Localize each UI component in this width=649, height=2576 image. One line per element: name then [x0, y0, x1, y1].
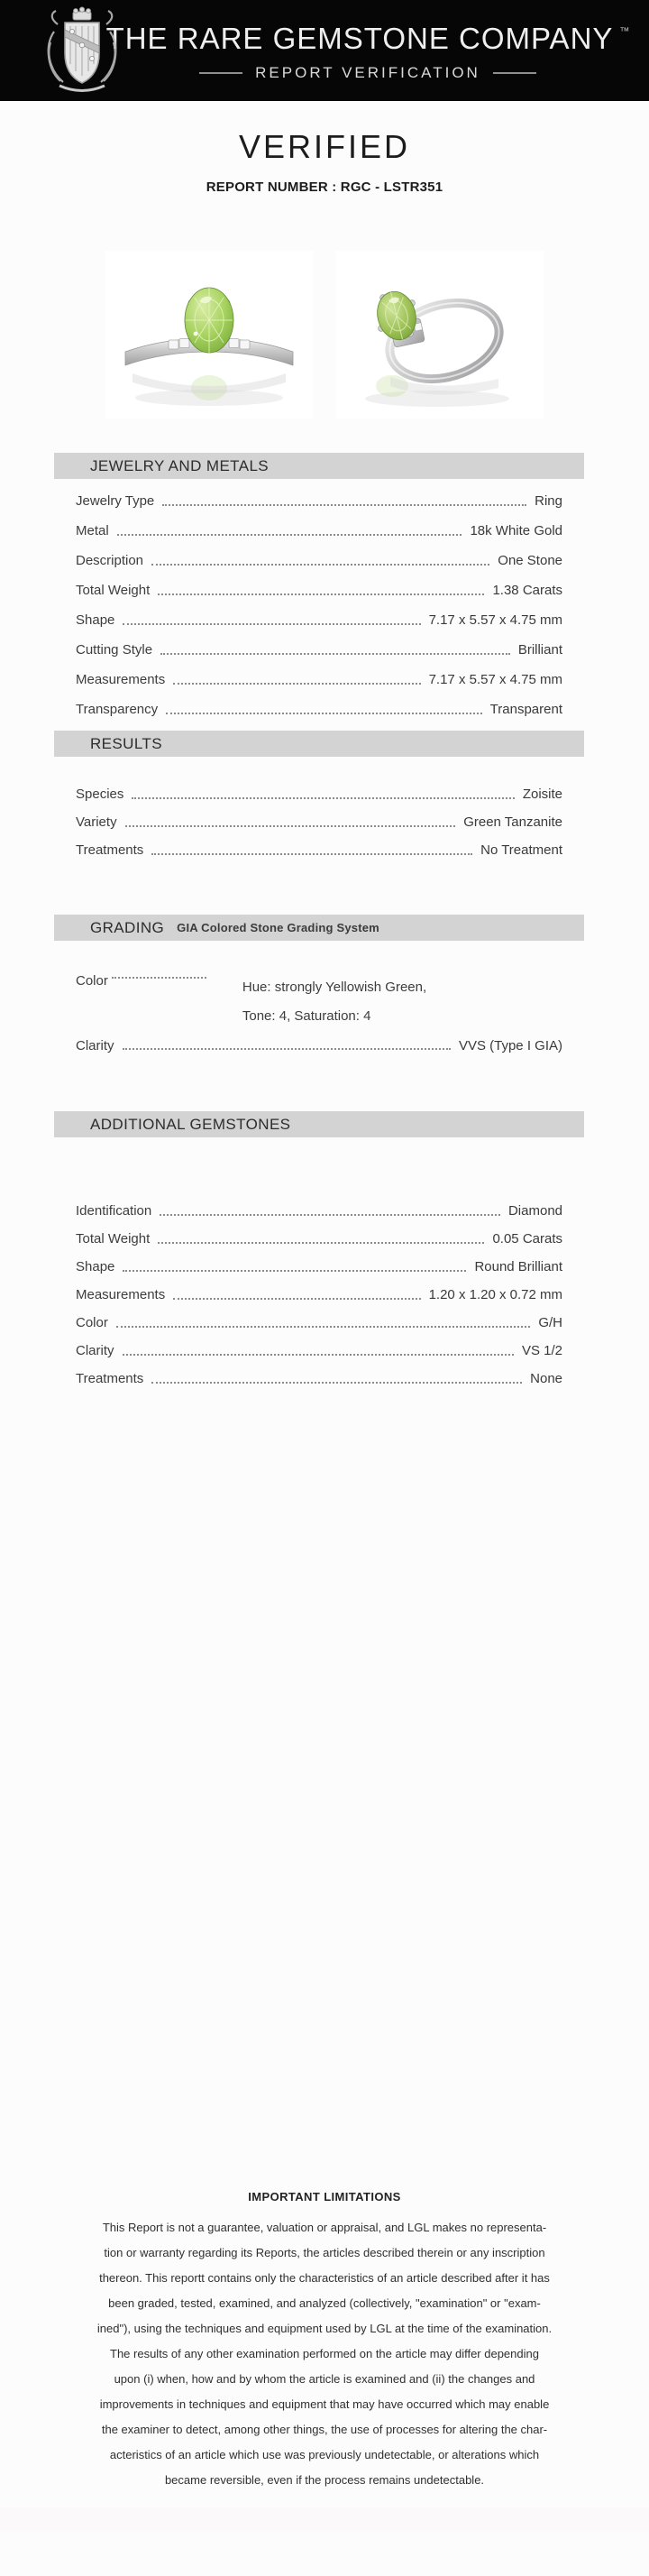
spec-value: G/H [538, 1315, 562, 1330]
spec-row [76, 1197, 562, 1225]
limitations-line: the examiner to detect, among other things, the use of processes for altering the char- [101, 2423, 548, 2436]
report-number: REPORT NUMBER : RGC - LSTR351 [206, 179, 443, 195]
spec-value: 1.20 x 1.20 x 0.72 mm [428, 1287, 562, 1302]
color-tone-line: Tone: 4, Saturation: 4 [242, 1008, 371, 1024]
spec-label: Species [76, 787, 124, 802]
dotted-leader [116, 1326, 530, 1328]
spec-value: Brilliant [517, 642, 562, 658]
company-crest-logo-icon [41, 6, 123, 97]
dotted-leader [123, 1354, 514, 1356]
spec-row [76, 546, 562, 575]
section-title: GRADING [90, 918, 165, 936]
spec-value: 7.17 x 5.57 x 4.75 mm [428, 612, 562, 628]
limitations-line: became reversible, even if the process remains undetectable. [164, 2473, 485, 2487]
spec-value: 7.17 x 5.57 x 4.75 mm [428, 672, 562, 687]
spec-label: Clarity [76, 1343, 114, 1358]
section-header-bar [54, 453, 584, 479]
dotted-leader [151, 853, 472, 855]
spec-label: Cutting Style [76, 642, 153, 658]
ring-side-view-photo [336, 251, 544, 419]
spec-label: Total Weight [76, 583, 151, 598]
spec-label: Metal [76, 523, 109, 538]
ring-front-view-photo [105, 251, 313, 419]
color-grade-row [76, 973, 562, 1031]
spec-row [76, 665, 562, 695]
left-dash-rule [199, 72, 242, 74]
spec-value: None [530, 1371, 562, 1386]
section-grading [54, 915, 584, 1060]
dotted-leader [160, 653, 510, 655]
dotted-leader [166, 713, 482, 714]
important-limitations [0, 2190, 649, 2493]
limitations-line: ined"), using the techniques and equipment used by LGL at the time of the examination. [96, 2322, 553, 2335]
header [0, 0, 649, 101]
brand-title [87, 0, 649, 56]
footer-shading [0, 2507, 649, 2531]
dotted-leader [158, 1242, 484, 1244]
spec-label: Measurements [76, 1287, 166, 1302]
spec-label: Shape [76, 1259, 115, 1274]
dotted-leader [151, 1382, 522, 1384]
verification-status-block [0, 128, 649, 195]
spec-row [76, 486, 562, 516]
section-title: ADDITIONAL GEMSTONES [90, 1115, 291, 1133]
section-header-bar [54, 1111, 584, 1137]
verified-status: VERIFIED [238, 128, 411, 165]
spec-value: Green Tanzanite [463, 814, 562, 830]
grading-system-subtitle: GIA Colored Stone Grading System [177, 921, 379, 934]
ring-photos [0, 249, 649, 420]
spec-row [76, 1337, 562, 1365]
spec-rows [76, 1197, 562, 1393]
color-grade-value [242, 973, 426, 1031]
spec-row [76, 1365, 562, 1393]
dotted-leader [123, 623, 420, 625]
spec-row [76, 1309, 562, 1337]
spec-row [76, 635, 562, 665]
spec-label: Shape [76, 612, 115, 628]
spec-value: Zoisite [522, 787, 562, 802]
dotted-leader [173, 1298, 420, 1300]
spec-label: Color [76, 973, 108, 989]
limitations-line: This Report is not a guarantee, valuation or appraisal, and LGL makes no representa- [102, 2221, 547, 2234]
spec-row [76, 1253, 562, 1281]
spec-label: Identification [76, 1203, 152, 1219]
limitations-line: been graded, tested, examined, and analyzed (collectively, "examination" or "exam- [108, 2296, 541, 2310]
spec-rows [76, 780, 562, 864]
spec-value: One Stone [498, 553, 562, 568]
spec-value: No Treatment [480, 842, 562, 858]
limitations-line: improvements in techniques and equipment that may have occurred which may enable [99, 2397, 550, 2411]
dotted-leader [117, 534, 462, 536]
spec-row [76, 695, 562, 724]
spec-value: Diamond [507, 1203, 562, 1219]
spec-row [76, 780, 562, 808]
spec-row [76, 808, 562, 836]
limitations-title: IMPORTANT LIMITATIONS [248, 2190, 401, 2203]
spec-label: Clarity [76, 1037, 114, 1053]
limitations-line: upon (i) when, how and by whom the article is examined and (ii) the changes and [114, 2372, 535, 2386]
right-dash-rule [493, 72, 536, 74]
spec-rows [76, 486, 562, 724]
section-header-bar [54, 731, 584, 757]
spec-row [76, 516, 562, 546]
section-additional-gemstones [54, 1111, 584, 1393]
color-hue-line: Hue: strongly Yellowish Green, [242, 980, 427, 995]
section-title: JEWELRY AND METALS [90, 456, 270, 474]
spec-value: VS 1/2 [521, 1343, 562, 1358]
dotted-leader [112, 977, 206, 979]
clarity-grade-row [76, 1031, 562, 1060]
spec-label: Description [76, 553, 144, 568]
spec-row [76, 1281, 562, 1309]
spec-value: Ring [535, 493, 562, 509]
section-jewelry-and-metals [54, 453, 584, 724]
section-results [54, 731, 584, 864]
spec-row [76, 836, 562, 864]
dotted-leader [162, 504, 526, 506]
report-verification-banner [87, 64, 649, 82]
spec-label: Treatments [76, 1371, 144, 1386]
limitations-line: acteristics of an article which use was previously undetectable, or alterations which [109, 2448, 540, 2461]
report-verification-label: REPORT VERIFICATION [255, 64, 480, 81]
spec-row [76, 575, 562, 605]
spec-label: Color [76, 1315, 108, 1330]
spec-value: Round Brilliant [474, 1259, 562, 1274]
dotted-leader [160, 1214, 500, 1216]
spec-value: 1.38 Carats [492, 583, 562, 598]
spec-label: Treatments [76, 842, 144, 858]
spec-value: Transparent [489, 702, 562, 717]
spec-label: Total Weight [76, 1231, 151, 1247]
dotted-leader [132, 797, 514, 799]
limitations-line: The results of any other examination performed on the article may differ depending [110, 2347, 539, 2360]
dotted-leader [151, 564, 489, 566]
spec-label: Measurements [76, 672, 166, 687]
dotted-leader [158, 593, 484, 595]
spec-row [76, 605, 562, 635]
dotted-leader [173, 683, 420, 685]
grading-rows [76, 973, 562, 1060]
spec-row [76, 1225, 562, 1253]
limitations-paragraph [0, 2215, 649, 2493]
limitations-line: thereon. This reportt contains only the characteristics of an article described after it has [99, 2271, 550, 2285]
spec-label: Variety [76, 814, 117, 830]
spec-value: 18k White Gold [470, 523, 562, 538]
dotted-leader [125, 825, 456, 827]
spec-value: VVS (Type I GIA) [458, 1037, 562, 1053]
spec-label: Transparency [76, 702, 159, 717]
section-title: RESULTS [90, 734, 162, 752]
section-header-bar [54, 915, 584, 941]
spec-value: 0.05 Carats [492, 1231, 562, 1247]
trademark-symbol: ™ [619, 26, 630, 37]
dotted-leader [123, 1048, 451, 1050]
spec-label: Jewelry Type [76, 493, 155, 509]
brand-text: THE RARE GEMSTONE COMPANY [105, 22, 614, 55]
limitations-line: tion or warranty regarding its Reports, the articles described therein or any inscription [104, 2246, 545, 2259]
dotted-leader [123, 1270, 466, 1272]
